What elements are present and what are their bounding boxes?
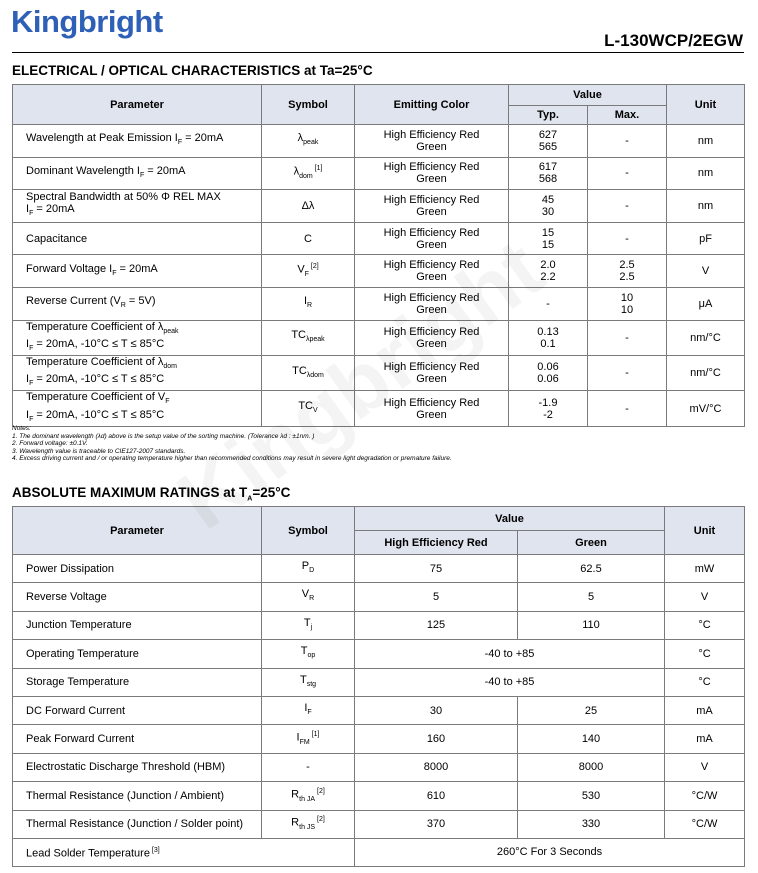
value-span-cell: -40 to +85 — [355, 668, 665, 696]
symbol-cell — [262, 190, 355, 223]
note-line: 4. Excess driving current and / or operating temperature higher than recommended conditions may result in severe light degradation or premature failure. — [12, 455, 452, 462]
col-green: Green — [518, 531, 665, 555]
parameter-line — [26, 373, 257, 390]
symbol-cell — [262, 583, 355, 611]
symbol-sub: D — [309, 567, 315, 575]
color-line: Green — [416, 205, 447, 218]
red-value-cell: 610 — [355, 782, 518, 810]
col-symbol: Symbol — [262, 85, 355, 125]
parameter-line — [26, 321, 257, 338]
typ-value: 617 — [538, 161, 558, 174]
parameter-cell: Operating Temperature — [13, 640, 262, 668]
max-value: 2.5 — [619, 271, 635, 284]
parameter-text: I — [26, 203, 30, 216]
parameter-text: Capacitance — [26, 232, 88, 245]
symbol-cell — [262, 640, 355, 668]
table-row — [13, 725, 745, 753]
color-line: Green — [416, 373, 447, 386]
emitting-color-cell — [355, 287, 509, 320]
parameter-text: = 20mA, -10°C ≤ T ≤ 85°C — [33, 337, 165, 350]
parameter-cell: Power Dissipation — [13, 555, 262, 583]
typ-cell — [509, 190, 588, 223]
parameter-line — [26, 263, 257, 280]
typ-cell — [509, 222, 588, 255]
emitting-color-cell — [355, 391, 509, 426]
parameter-text: Wavelength at Peak Emission I — [26, 132, 178, 145]
col-high-efficiency-red: High Efficiency Red — [355, 531, 518, 555]
table-row — [13, 555, 745, 583]
symbol-text: TC — [291, 329, 306, 342]
symbol-sub: λpeak — [305, 336, 325, 344]
parameter-line — [26, 391, 257, 408]
parameter-cell — [13, 157, 262, 190]
parameter-text: Reverse Current (V — [26, 295, 121, 308]
symbol-sub: FM — [299, 738, 310, 746]
symbol-text: T — [303, 616, 311, 629]
symbol-cell — [262, 222, 355, 255]
emitting-color-cell — [355, 190, 509, 223]
typ-cell — [509, 157, 588, 190]
green-value-cell: 62.5 — [518, 555, 665, 583]
parameter-text: Spectral Bandwidth at 50% Φ REL MAX — [26, 191, 221, 204]
symbol-sup: [2] — [315, 816, 325, 824]
parameter-cell — [13, 391, 262, 426]
unit-cell: mW — [665, 555, 745, 583]
parameter-text: = 20mA — [182, 132, 224, 145]
parameter-cell — [13, 287, 262, 320]
unit-cell: mV/°C — [667, 391, 745, 426]
table-row — [13, 355, 745, 390]
green-value-cell: 5 — [518, 583, 665, 611]
symbol-sub: λdom — [306, 371, 324, 379]
parameter-line — [26, 233, 257, 245]
color-line: Green — [416, 238, 447, 251]
parameter-sub: F — [29, 380, 34, 388]
red-value-cell: 8000 — [355, 753, 518, 781]
red-value-cell: 75 — [355, 555, 518, 583]
parameter-cell — [13, 320, 262, 355]
unit-cell: V — [667, 255, 745, 288]
color-line: Green — [416, 271, 447, 284]
symbol-text: - — [306, 761, 310, 774]
symbol-cell — [262, 782, 355, 810]
typ-value: -2 — [543, 408, 553, 421]
color-line: Green — [416, 173, 447, 186]
parameter-text: = 20mA — [144, 164, 186, 177]
color-line: High Efficiency Red — [383, 161, 480, 174]
lead-solder-value: 260°C For 3 Seconds — [355, 838, 745, 866]
symbol-cell — [262, 810, 355, 838]
electrical-section-title: ELECTRICAL / OPTICAL CHARACTERISTICS at Ta=25°C — [12, 63, 373, 78]
typ-value: 15 — [541, 238, 555, 251]
typ-value: 0.06 — [537, 373, 559, 386]
color-line: High Efficiency Red — [383, 259, 480, 272]
color-line: Green — [416, 408, 447, 421]
color-line: High Efficiency Red — [383, 325, 480, 338]
parameter-line — [26, 356, 257, 373]
unit-cell: nm — [667, 190, 745, 223]
col-typ: Typ. — [509, 106, 588, 125]
typ-cell — [509, 125, 588, 158]
symbol-sup: [2] — [315, 787, 325, 795]
parameter-text: = 20mA, -10°C ≤ T ≤ 85°C — [33, 408, 165, 421]
table-row — [13, 255, 745, 288]
symbol-cell — [262, 555, 355, 583]
color-line: High Efficiency Red — [383, 291, 480, 304]
table-row — [13, 583, 745, 611]
max-value: 10 — [620, 303, 634, 316]
symbol-text: V — [297, 263, 305, 276]
col-max: Max. — [588, 106, 667, 125]
symbol-cell — [262, 391, 355, 426]
parameter-line — [26, 338, 257, 355]
unit-cell: °C — [665, 640, 745, 668]
parameter-cell: DC Forward Current — [13, 696, 262, 724]
electrical-table — [12, 84, 745, 427]
note-line: 1. The dominant wavelength (λd) above is the setup value of the sorting machine. (Tolerance λd : ±1nm. ) — [12, 432, 315, 440]
parameter-text: = 20mA — [33, 203, 75, 216]
symbol-cell — [262, 611, 355, 639]
typ-value: 2.0 — [540, 259, 556, 272]
parameter-text: = 20mA — [116, 262, 158, 275]
symbol-text: I — [296, 731, 300, 744]
table-row — [13, 696, 745, 724]
parameter-line — [26, 203, 257, 220]
typ-value: 45 — [541, 193, 555, 206]
green-value-cell: 530 — [518, 782, 665, 810]
parameter-text: Forward Voltage I — [26, 262, 113, 275]
symbol-cell — [262, 287, 355, 320]
col-value: Value — [509, 85, 667, 106]
table-row — [13, 640, 745, 668]
emitting-color-cell — [355, 320, 509, 355]
col-value: Value — [355, 507, 665, 531]
parameter-cell: Thermal Resistance (Junction / Ambient) — [13, 782, 262, 810]
col-unit: Unit — [667, 85, 745, 125]
color-line: Green — [416, 140, 447, 153]
max-cell — [588, 222, 667, 255]
symbol-cell — [262, 320, 355, 355]
emitting-color-cell — [355, 255, 509, 288]
symbol-cell — [262, 668, 355, 696]
max-cell — [588, 391, 667, 426]
parameter-text: = 5V) — [125, 295, 156, 308]
unit-cell: V — [665, 583, 745, 611]
symbol-text: R — [291, 816, 300, 829]
parameter-sub: F — [177, 139, 183, 147]
unit-cell: V — [665, 753, 745, 781]
parameter-text: Temperature Coefficient of λ — [26, 320, 164, 333]
parameter-sub: F — [29, 415, 34, 423]
parameter-cell — [13, 838, 355, 866]
parameter-cell: Junction Temperature — [13, 611, 262, 639]
table-row — [13, 391, 745, 426]
max-value: - — [625, 367, 629, 380]
max-cell — [588, 355, 667, 390]
typ-value: 0.06 — [537, 361, 559, 374]
max-value: - — [625, 232, 629, 245]
symbol-sup: [1] — [312, 165, 323, 173]
typ-value: 15 — [541, 226, 555, 239]
green-value-cell: 25 — [518, 696, 665, 724]
table-row — [13, 611, 745, 639]
emitting-color-cell — [355, 222, 509, 255]
typ-value: 0.1 — [540, 337, 556, 350]
symbol-sub: peak — [303, 139, 319, 147]
note-line: Notes: — [12, 425, 31, 432]
symbol-text: C — [304, 232, 312, 245]
symbol-text: P — [301, 560, 310, 573]
typ-value: 0.13 — [537, 325, 559, 338]
parameter-line — [26, 409, 257, 426]
symbol-cell — [262, 725, 355, 753]
color-line: Green — [416, 337, 447, 350]
green-value-cell: 140 — [518, 725, 665, 753]
symbol-cell — [262, 157, 355, 190]
col-unit: Unit — [665, 507, 745, 555]
max-cell — [588, 190, 667, 223]
parameter-sub: F — [112, 269, 117, 277]
symbol-text: V — [301, 588, 310, 601]
max-value: - — [625, 134, 629, 147]
parameter-text: I — [26, 373, 30, 386]
color-line: High Efficiency Red — [383, 193, 480, 206]
symbol-sub: j — [310, 624, 313, 632]
red-value-cell: 30 — [355, 696, 518, 724]
symbol-text: TC — [298, 399, 313, 412]
parameter-sub: F — [165, 398, 170, 406]
parameter-cell: Electrostatic Discharge Threshold (HBM) — [13, 753, 262, 781]
symbol-sub: V — [313, 407, 318, 415]
typ-value: - — [546, 297, 550, 310]
parameter-sub: F — [29, 210, 34, 218]
symbol-sub: stg — [306, 680, 317, 688]
emitting-color-cell — [355, 125, 509, 158]
symbol-text: R — [291, 788, 300, 801]
symbol-sub: op — [307, 652, 316, 660]
parameter-sub: F — [139, 171, 145, 179]
typ-value: -1.9 — [538, 396, 558, 409]
max-cell — [588, 125, 667, 158]
max-cell — [588, 287, 667, 320]
absolute-section-title — [12, 485, 290, 503]
parameter-text: I — [26, 337, 30, 350]
color-line: High Efficiency Red — [383, 396, 480, 409]
parameter-sub: dom — [163, 363, 177, 371]
emitting-color-cell — [355, 355, 509, 390]
emitting-color-cell — [355, 157, 509, 190]
max-value: - — [625, 402, 629, 415]
parameter-line — [26, 295, 257, 312]
typ-cell — [509, 320, 588, 355]
table-row — [13, 810, 745, 838]
parameter-sub: peak — [163, 327, 179, 335]
parameter-text: Lead Solder Temperature — [26, 847, 150, 860]
absolute-title-text: ABSOLUTE MAXIMUM RATINGS at T — [12, 485, 248, 500]
max-value: 10 — [620, 291, 634, 304]
table-row — [13, 668, 745, 696]
unit-cell: μA — [667, 287, 745, 320]
parameter-line — [26, 165, 257, 182]
max-cell — [588, 320, 667, 355]
symbol-cell — [262, 355, 355, 390]
typ-cell — [509, 287, 588, 320]
symbol-sub: R — [307, 302, 313, 310]
parameter-cell: Reverse Voltage — [13, 583, 262, 611]
symbol-cell — [262, 125, 355, 158]
part-number: L-130WCP/2EGW — [604, 31, 743, 50]
green-value-cell: 110 — [518, 611, 665, 639]
note-line: 2. Forward voltage: ±0.1V. — [12, 440, 88, 447]
col-symbol: Symbol — [262, 507, 355, 555]
symbol-cell — [262, 753, 355, 781]
typ-value: 627 — [538, 128, 558, 141]
red-value-cell: 5 — [355, 583, 518, 611]
green-value-cell: 330 — [518, 810, 665, 838]
symbol-text: λ — [293, 166, 300, 179]
parameter-cell: Thermal Resistance (Junction / Solder point) — [13, 810, 262, 838]
parameter-sup: [3] — [149, 847, 160, 855]
absolute-table — [12, 506, 745, 867]
parameter-cell — [13, 125, 262, 158]
parameter-line — [26, 132, 257, 149]
table-row — [13, 782, 745, 810]
symbol-text: I — [304, 702, 308, 715]
max-value: - — [625, 167, 629, 180]
symbol-text: T — [300, 645, 308, 658]
unit-cell: pF — [667, 222, 745, 255]
table-row — [13, 190, 745, 223]
header-rule — [12, 52, 744, 53]
symbol-text: I — [303, 295, 307, 308]
unit-cell: nm/°C — [667, 355, 745, 390]
symbol-sub: dom — [299, 173, 313, 181]
unit-cell: °C/W — [665, 810, 745, 838]
kingbright-logo: Kingbright — [11, 4, 163, 39]
table-row — [13, 320, 745, 355]
absolute-title-end: =25°C — [252, 485, 291, 500]
col-emitting-color: Emitting Color — [355, 85, 509, 125]
symbol-text: λ — [297, 132, 304, 145]
table-row — [13, 125, 745, 158]
value-span-cell: -40 to +85 — [355, 640, 665, 668]
parameter-text: Dominant Wavelength I — [26, 164, 140, 177]
unit-cell: nm/°C — [667, 320, 745, 355]
red-value-cell: 125 — [355, 611, 518, 639]
parameter-text: I — [26, 408, 30, 421]
symbol-sub: th JS — [299, 824, 316, 832]
symbol-sub: F — [304, 271, 309, 279]
parameter-text: Temperature Coefficient of V — [26, 391, 166, 404]
typ-value: 568 — [538, 173, 558, 186]
parameter-text: Temperature Coefficient of λ — [26, 355, 164, 368]
typ-cell — [509, 391, 588, 426]
parameter-cell — [13, 355, 262, 390]
symbol-sub: F — [307, 709, 312, 717]
red-value-cell: 370 — [355, 810, 518, 838]
col-parameter: Parameter — [13, 507, 262, 555]
symbol-cell — [262, 696, 355, 724]
parameter-cell: Storage Temperature — [13, 668, 262, 696]
red-value-cell: 160 — [355, 725, 518, 753]
unit-cell: °C — [665, 668, 745, 696]
typ-cell — [509, 355, 588, 390]
parameter-line — [26, 191, 257, 203]
table-row — [13, 753, 745, 781]
symbol-sup: [2] — [308, 263, 319, 271]
parameter-sub: R — [120, 302, 126, 310]
absolute-title-sub: A — [247, 495, 253, 503]
color-line: High Efficiency Red — [383, 226, 480, 239]
max-cell — [588, 255, 667, 288]
max-cell — [588, 157, 667, 190]
unit-cell: °C/W — [665, 782, 745, 810]
max-value: 2.5 — [619, 259, 635, 272]
col-parameter: Parameter — [13, 85, 262, 125]
symbol-sub: R — [309, 595, 315, 603]
parameter-cell — [13, 190, 262, 223]
typ-value: 30 — [541, 205, 555, 218]
green-value-cell: 8000 — [518, 753, 665, 781]
parameter-sub: F — [29, 344, 34, 352]
parameter-cell: Peak Forward Current — [13, 725, 262, 753]
notes — [12, 425, 452, 463]
typ-value: 2.2 — [540, 271, 556, 284]
typ-value: 565 — [538, 140, 558, 153]
max-value: - — [625, 331, 629, 344]
symbol-sup: [1] — [309, 731, 320, 739]
color-line: High Efficiency Red — [383, 361, 480, 374]
max-value: - — [625, 199, 629, 212]
color-line: High Efficiency Red — [383, 128, 480, 141]
table-row — [13, 222, 745, 255]
parameter-cell — [13, 222, 262, 255]
parameter-cell — [13, 255, 262, 288]
unit-cell: nm — [667, 157, 745, 190]
unit-cell: mA — [665, 696, 745, 724]
unit-cell: °C — [665, 611, 745, 639]
table-row — [13, 157, 745, 190]
parameter-text: = 20mA, -10°C ≤ T ≤ 85°C — [33, 373, 165, 386]
symbol-text: Δλ — [301, 199, 315, 212]
symbol-cell — [262, 255, 355, 288]
symbol-text: TC — [292, 364, 307, 377]
note-line: 3. Wavelength value is traceable to CIE127-2007 standards. — [12, 447, 186, 455]
table-row — [13, 287, 745, 320]
color-line: Green — [416, 303, 447, 316]
unit-cell: nm — [667, 125, 745, 158]
symbol-sub: th JA — [299, 795, 316, 803]
typ-cell — [509, 255, 588, 288]
symbol-text: T — [299, 673, 307, 686]
table-row — [13, 838, 745, 866]
unit-cell: mA — [665, 725, 745, 753]
